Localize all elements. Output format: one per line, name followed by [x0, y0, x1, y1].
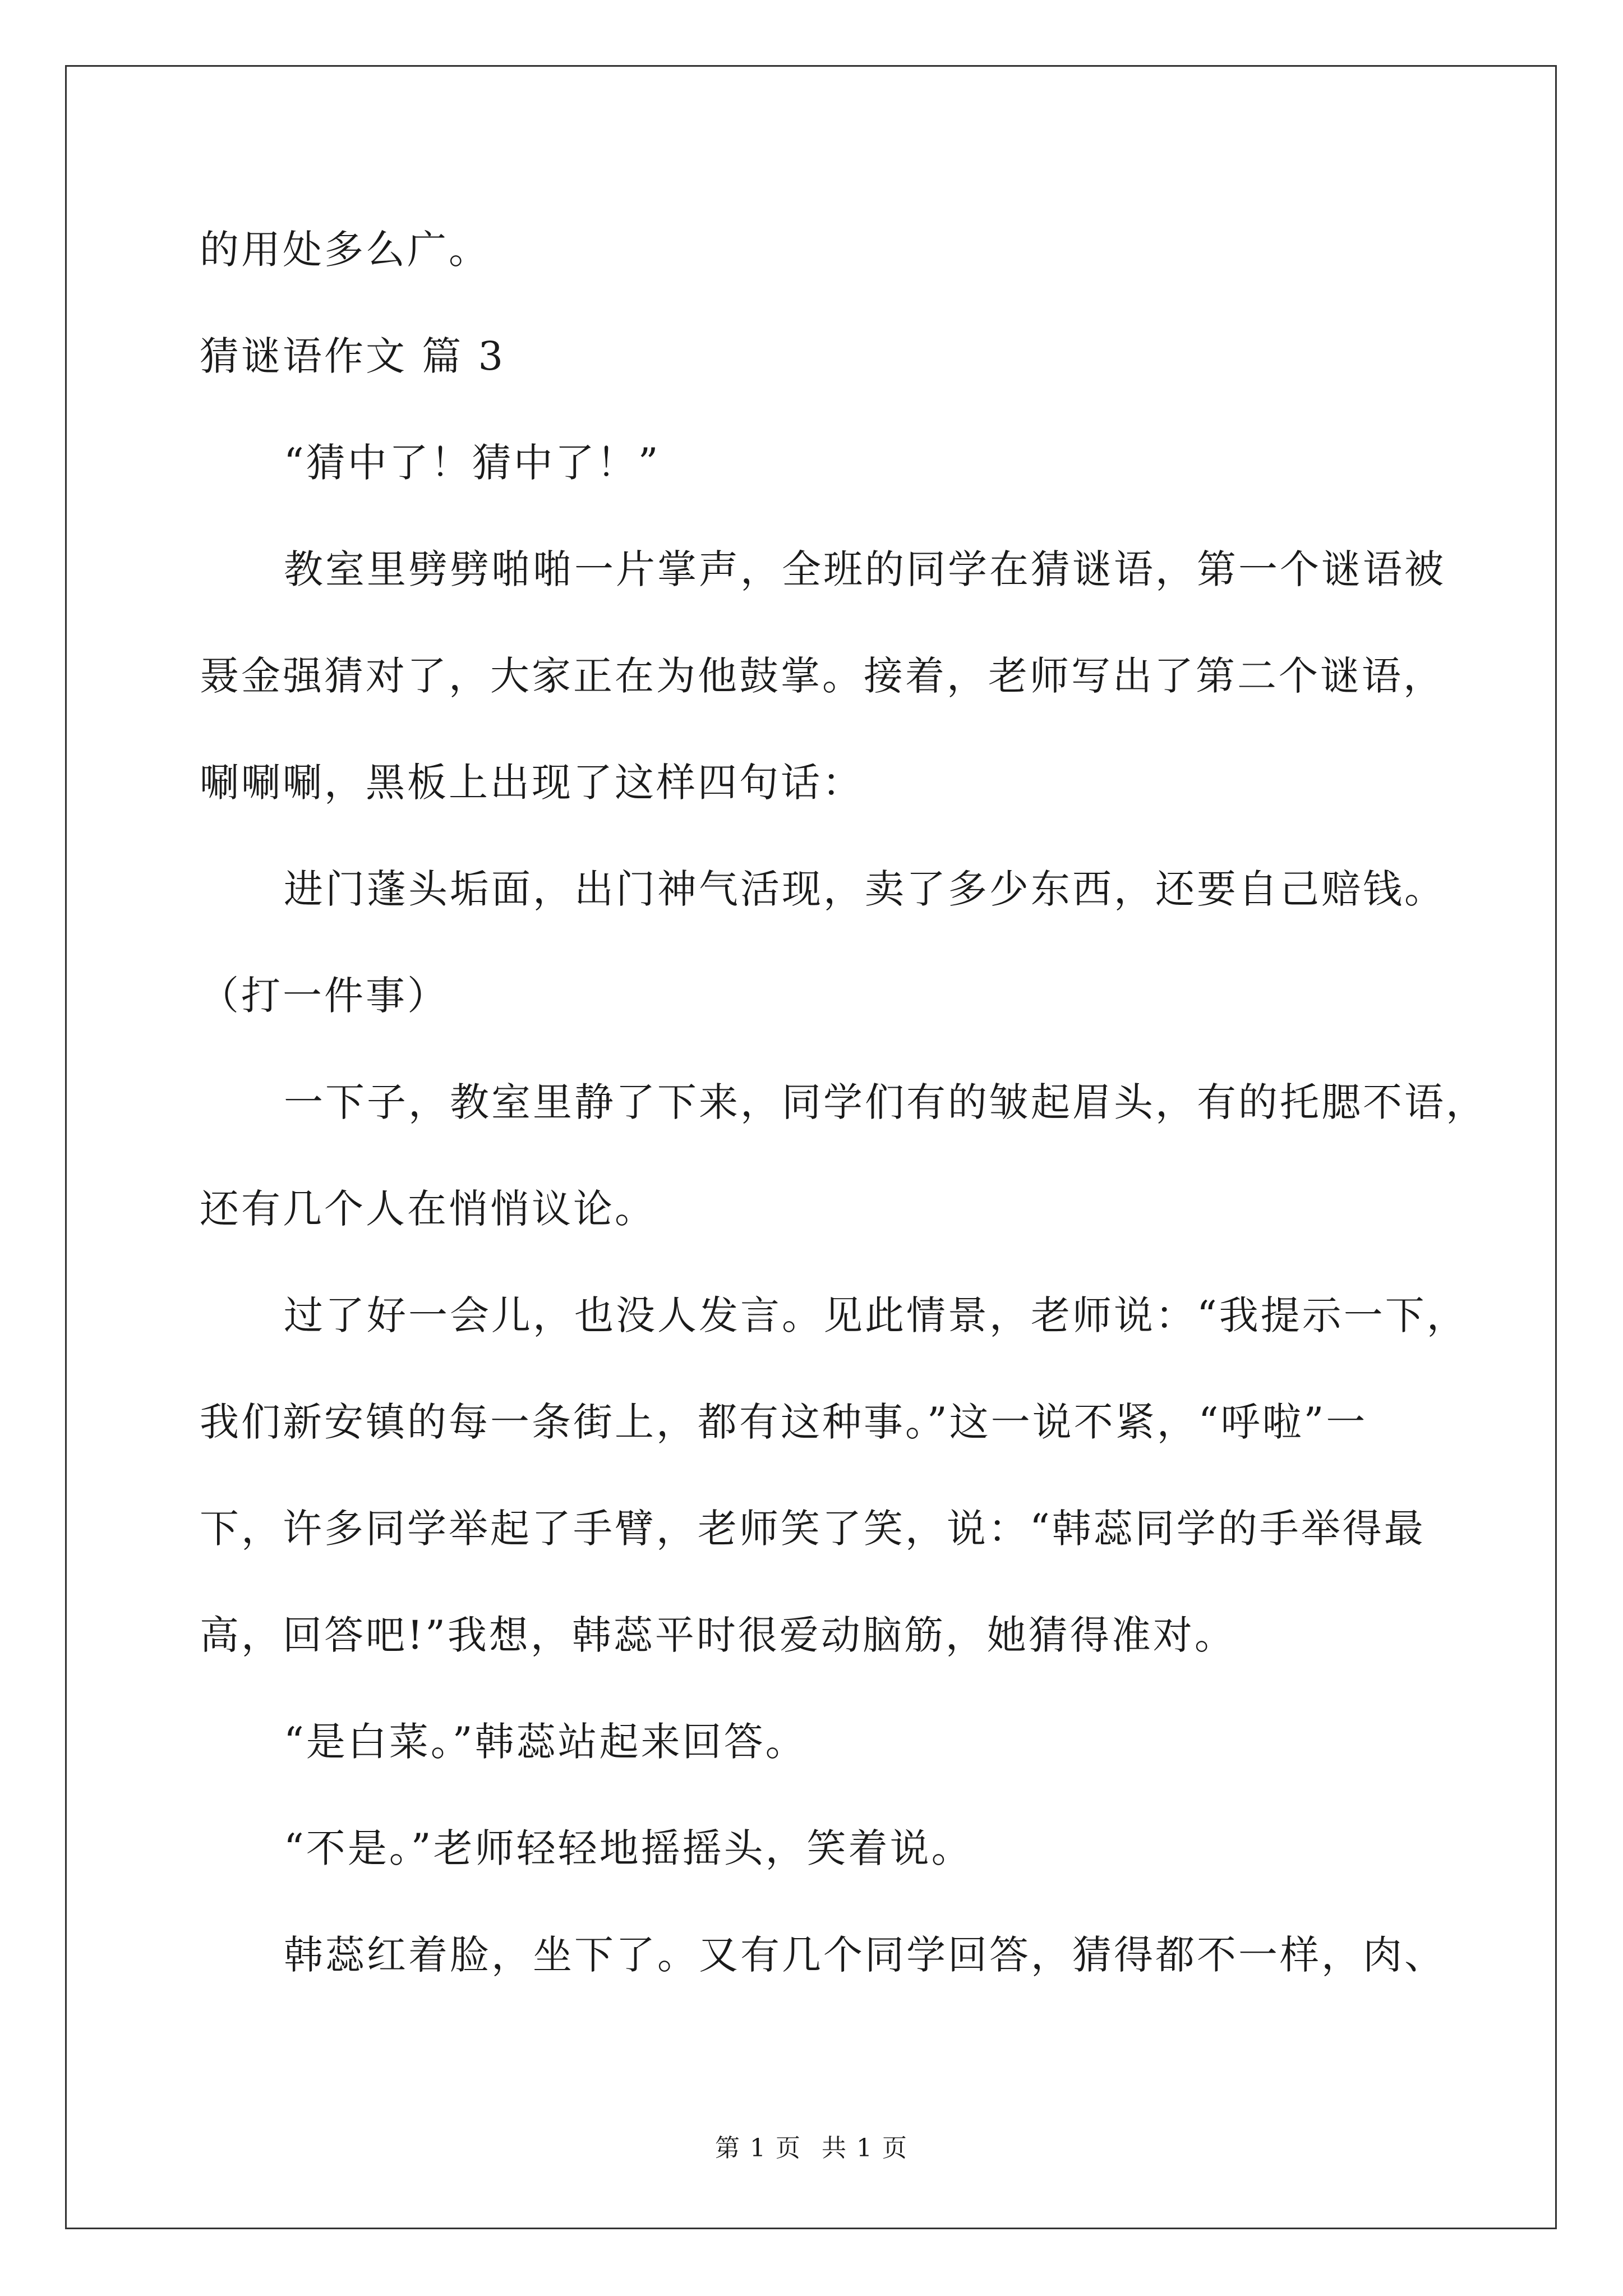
page-footer: [0, 2132, 1623, 2165]
page-number: 第 1 页: [715, 2134, 801, 2162]
page-border: [65, 65, 1557, 2229]
text-line: 下，许多同学举起了手臂，老师笑了笑，说：“韩蕊同学的手举得最: [200, 1506, 1426, 1552]
text-line: 唰唰唰，黑板上出现了这样四句话：: [200, 760, 864, 806]
page-total: 共 1 页: [822, 2134, 908, 2162]
section-title: 猜谜语作文 篇 3: [200, 333, 506, 379]
text-line: 聂金强猜对了，大家正在为他鼓掌。接着，老师写出了第二个谜语，: [200, 653, 1445, 699]
text-line: 高，回答吧!”我想，韩蕊平时很爱动脑筋，她猜得准对。: [200, 1612, 1236, 1658]
text-line: 韩蕊红着脸，坐下了。又有几个同学回答，猜得都不一样，肉、: [284, 1932, 1446, 1978]
text-line: 的用处多么广。: [200, 227, 490, 273]
text-line: 我们新安镇的每一条街上，都有这种事。”这一说不紧，“呼啦”一: [200, 1399, 1368, 1445]
text-line: 还有几个人在悄悄议论。: [200, 1186, 656, 1232]
text-line: 进门蓬头垢面，出门神气活现，卖了多少东西，还要自己赔钱。: [284, 866, 1446, 912]
text-line: “不是。”老师轻轻地摇摇头，笑着说。: [284, 1825, 973, 1871]
text-line: 教室里劈劈啪啪一片掌声，全班的同学在猜谜语，第一个谜语被: [284, 546, 1446, 592]
text-line: 过了好一会儿，也没人发言。见此情景，老师说：“我提示一下，: [284, 1292, 1468, 1338]
text-line: “猜中了！猜中了！”: [284, 440, 661, 486]
text-line: 一下子，教室里静了下来，同学们有的皱起眉头，有的托腮不语，: [284, 1079, 1487, 1125]
text-line: “是白菜。”韩蕊站起来回答。: [284, 1719, 807, 1765]
text-line: （打一件事）: [200, 973, 449, 1019]
